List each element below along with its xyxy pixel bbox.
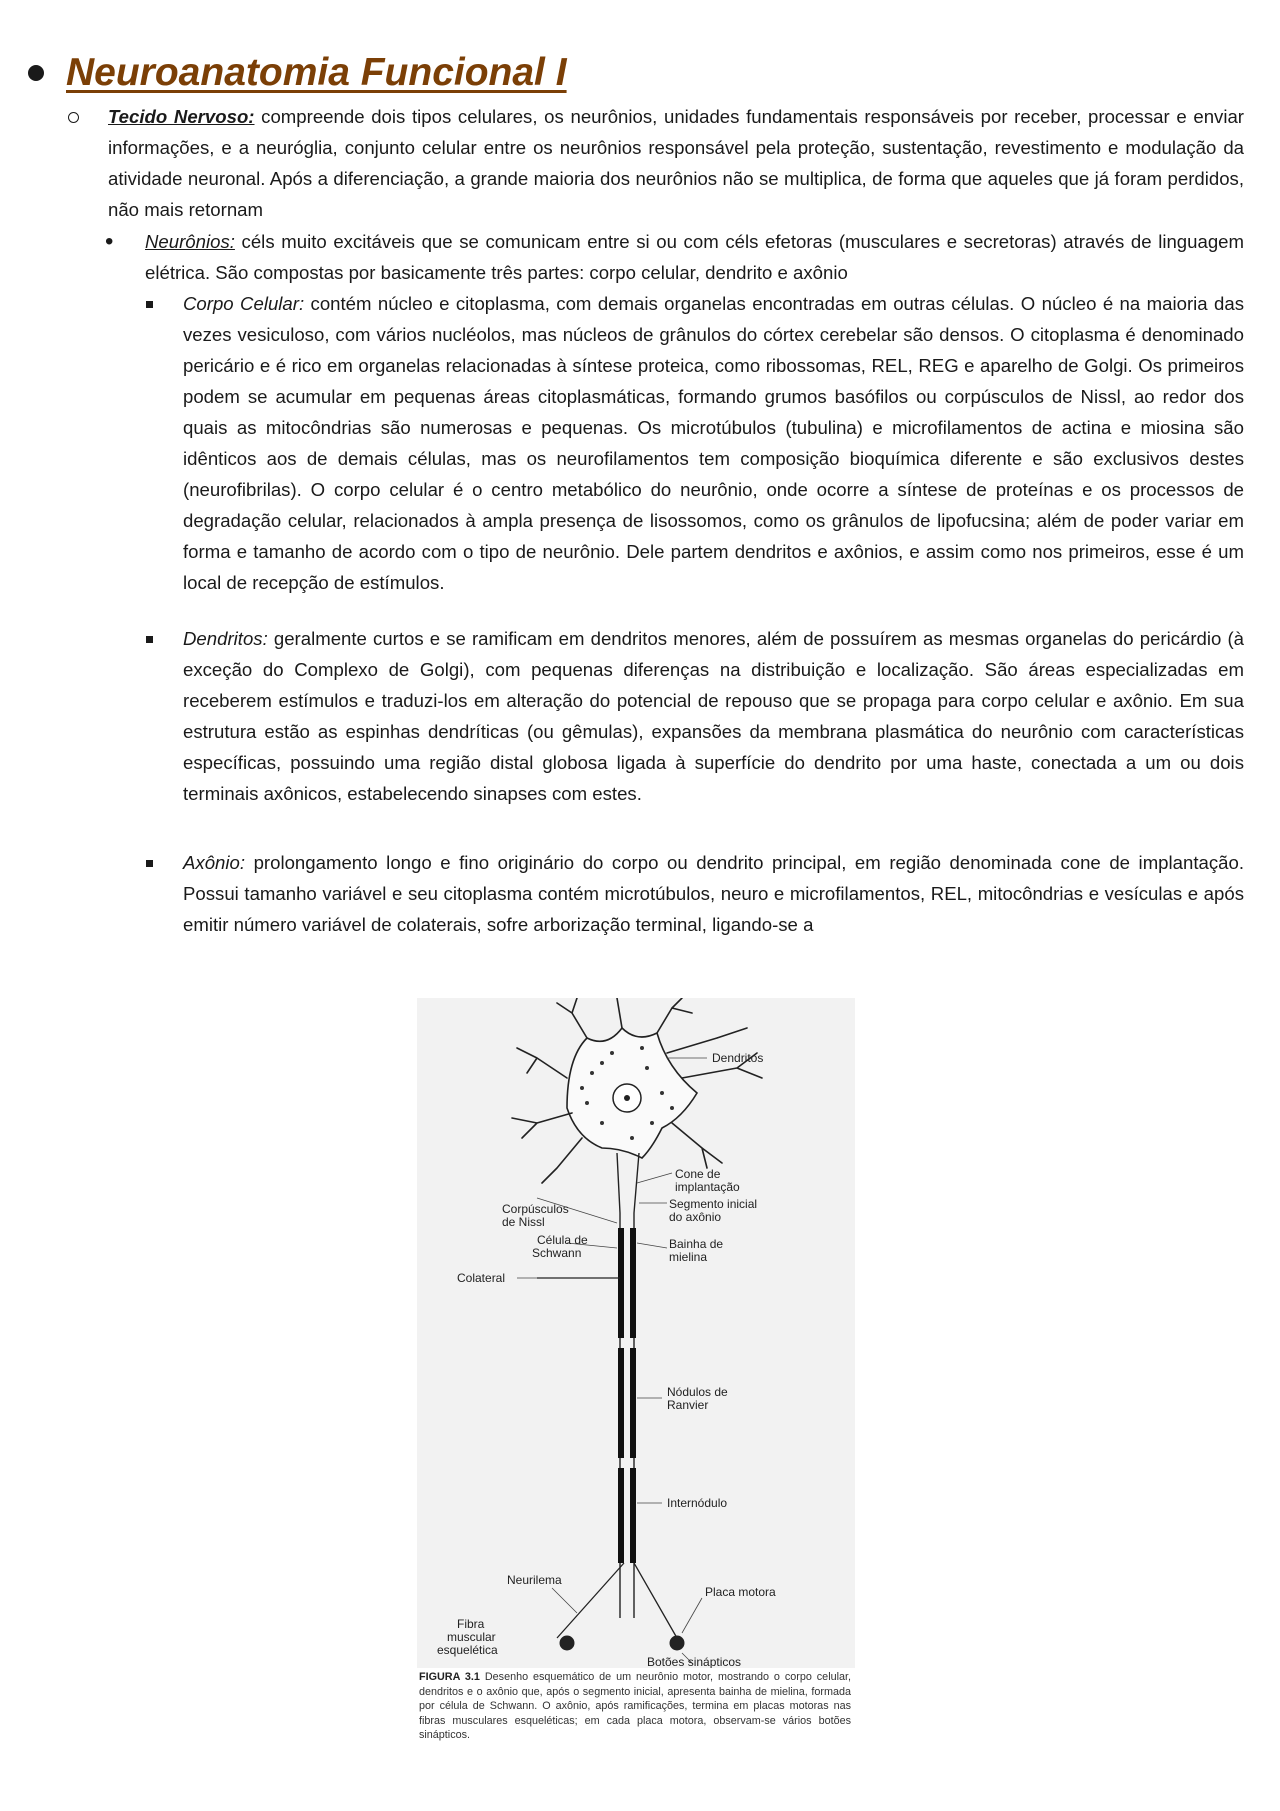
heading-row xyxy=(28,48,567,98)
neuron-figure xyxy=(417,998,855,1778)
text-tecido-nervoso: compreende dois tipos celulares, os neurônios, unidades fundamentais responsáveis por receber, processar e enviar informações, e a neuróglia, conjunto celular entre os neurônios responsável pela proteção, sustentação, revestimento e modulação da atividade neuronal. Após a diferenciação, a grande maioria dos neurônios não se multiplica, de forma que aqueles que já foram perdidos, não mais retornam xyxy=(108,106,1244,220)
label-segmento-2: do axônio xyxy=(669,1210,722,1224)
label-nodulos-1: Nódulos de xyxy=(667,1385,728,1399)
text-dendritos: geralmente curtos e se ramificam em dendritos menores, além de possuírem as mesmas organelas do pericárdio (à exceção do Complexo de Golgi), com pequenas diferenças na distribuição e localização. São áreas especializadas em receberem estímulos e traduzi-los em alteração do potencial de repouso que se propaga para corpo celular e axônio. Em sua estrutura estão as espinhas dendríticas (ou gêmulas), expansões da membrana plasmática do neurônio com características específicas, possuindo uma região distal globosa ligada à superfície do dendrito por uma haste, conectada a um ou dois terminais axônicos, estabelecendo sinapses com estes. xyxy=(183,628,1244,804)
label-fibra-1: Fibra xyxy=(457,1617,485,1631)
label-bainha-2: mielina xyxy=(669,1250,708,1264)
term-neuronios: Neurônios: xyxy=(145,231,235,252)
text-neuronios: céls muito excitáveis que se comunicam entre si ou com céls efetoras (musculares e secretoras) através de linguagem elétrica. São compostas por basicamente três partes: corpo celular, dendrito e axônio xyxy=(145,231,1244,283)
square-bullet-icon xyxy=(146,288,153,319)
label-bainha-1: Bainha de xyxy=(669,1237,724,1251)
label-corpusculos-1: Corpúsculos xyxy=(502,1202,569,1216)
text-corpo-celular: contém núcleo e citoplasma, com demais organelas encontradas em outras células. O núcleo é na maioria das vezes vesiculoso, com vários nucléolos, mas núcleos de grânulos do córtex cerebelar são densos. O citoplasma é denominado pericário e é rico em organelas relacionadas à síntese proteica, como ribossomas, REL, REG e aparelho de Golgi. Os primeiros podem se acumular em pequenas áreas citoplasmáticas, formando grumos basófilos ou corpúsculos de Nissl, ao redor dos quais as mitocôndrias são numerosas e pequenas. Os microtúbulos (tubulina) e microfilamentos de actina e miosina são idênticos aos de demais células, mas os neurofilamentos tem composição bioquímica diferente e são exclusivos destes (neurofibrilas). O corpo celular é o centro metabólico do neurônio, onde ocorre a síntese de proteínas e os processos de degradação celular, relacionados à ampla presença de lisossomos, como os grânulos de lipofucsina; além de poder variar em forma e tamanho de acordo com o tipo de neurônio. Dele partem dendritos e axônios, e assim como nos primeiros, esse é um local de recepção de estímulos. xyxy=(183,293,1244,593)
paragraph-axonio xyxy=(183,847,1244,940)
square-bullet-icon xyxy=(146,847,153,878)
paragraph-dendritos xyxy=(183,623,1244,809)
label-fibra-3: esquelética xyxy=(437,1643,498,1657)
figure-caption xyxy=(419,1670,851,1743)
label-fibra-2: muscular xyxy=(447,1630,496,1644)
label-placa-motora: Placa motora xyxy=(705,1585,776,1599)
label-neurilema: Neurilema xyxy=(507,1573,562,1587)
page-title: Neuroanatomia Funcional I xyxy=(66,51,567,94)
paragraph-corpo-celular xyxy=(183,288,1244,598)
text-axonio: prolongamento longo e fino originário do corpo ou dendrito principal, em região denominada cone de implantação. Possui tamanho variável e seu citoplasma contém microtúbulos, neuro e microfilamentos, REL, mitocôndrias e vesículas e após emitir número variável de colaterais, sofre arborização terminal, ligando-se a xyxy=(183,852,1244,935)
square-bullet-icon xyxy=(146,623,153,654)
caption-text: Desenho esquemático de um neurônio motor, mostrando o corpo celular, dendritos e o axônio que, após o segmento inicial, apresenta bainha de mielina, formada por célula de Schwann. O axônio, após ramificações, termina em placas motoras nas fibras musculares esqueléticas; em cada placa motora, observam-se vários botões sinápticos. xyxy=(419,1671,851,1741)
label-celula-2: Schwann xyxy=(532,1246,582,1260)
label-corpusculos-2: de Nissl xyxy=(502,1215,545,1229)
label-dendritos: Dendritos xyxy=(712,1051,764,1065)
term-dendritos: Dendritos: xyxy=(183,628,268,649)
neuron-diagram xyxy=(417,998,855,1668)
dot-bullet-icon: • xyxy=(105,228,114,255)
label-nodulos-2: Ranvier xyxy=(667,1398,709,1412)
term-corpo-celular: Corpo Celular: xyxy=(183,293,305,314)
label-internodulo: Internódulo xyxy=(667,1496,728,1510)
bullet-dot-icon xyxy=(28,65,44,81)
paragraph-neuronios xyxy=(145,226,1244,288)
label-colateral: Colateral xyxy=(457,1271,506,1285)
label-segmento-1: Segmento inicial xyxy=(669,1197,758,1211)
caption-label: FIGURA 3.1 xyxy=(419,1671,480,1683)
circle-bullet-icon xyxy=(68,101,79,132)
label-cone-1: Cone de xyxy=(675,1167,721,1181)
term-axonio: Axônio: xyxy=(183,852,246,873)
term-tecido-nervoso: Tecido Nervoso: xyxy=(108,106,255,127)
label-botoes: Botões sinápticos xyxy=(647,1655,742,1668)
label-celula-1: Célula de xyxy=(537,1233,588,1247)
paragraph-tecido-nervoso xyxy=(108,101,1244,225)
label-cone-2: implantação xyxy=(675,1180,740,1194)
